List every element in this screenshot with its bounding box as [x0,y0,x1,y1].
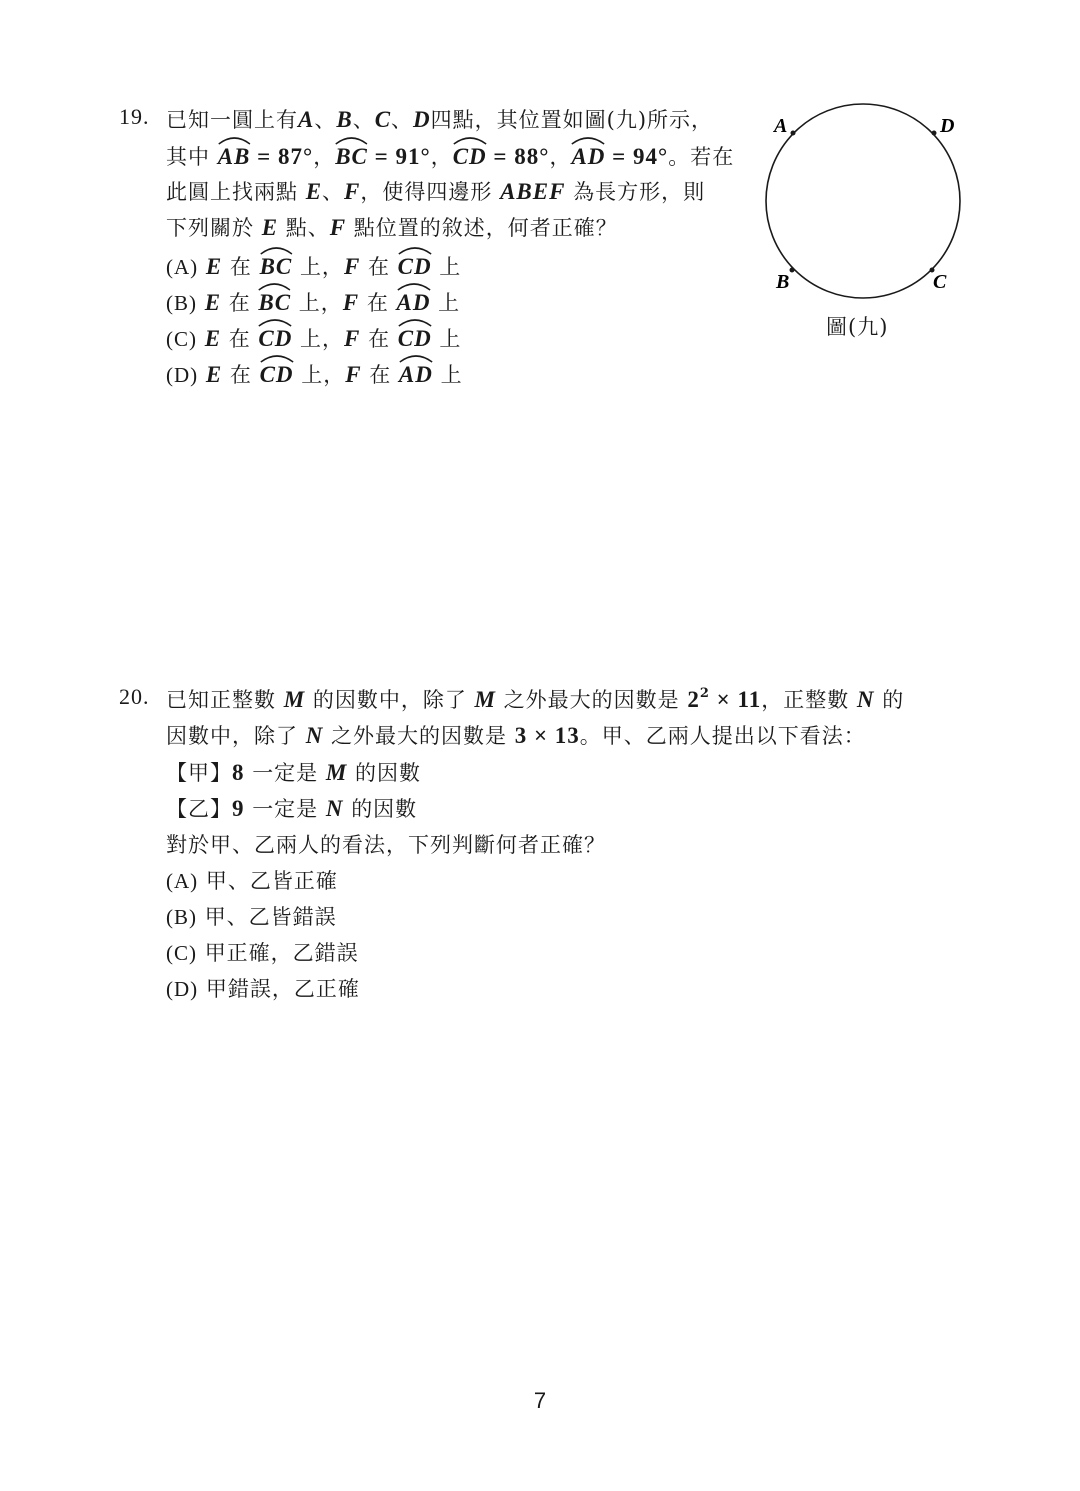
q19-line-4: 下列關於 E 點、F 點位置的敘述，何者正確？ [166,215,618,240]
q19-option-d[interactable]: (D) E 在 CD 上，F 在 AD 上 [166,356,463,389]
arc-label: BC [260,248,293,280]
point-b-label: B [776,271,790,293]
figure-circle [760,100,970,340]
point-b-dot [790,268,795,273]
q19-option-c[interactable]: (C) E 在 CD 上，F 在 CD 上 [166,320,461,353]
claim-jia: 【甲】8 一定是 M 的因數 [166,760,422,785]
arc-label: BC [258,284,291,316]
q19-option-a[interactable]: (A) E 在 BC 上，F 在 CD 上 [166,248,461,281]
arc-label: CD [398,320,432,352]
arc-label: AD [399,356,433,388]
point-d-label: D [940,115,955,137]
q20-option-d[interactable]: (D) 甲錯誤，乙正確 [166,977,360,1001]
question-number: 19. [119,104,150,129]
arc-label: AD [397,284,431,316]
q19-line-3: 此圓上找兩點 E、F，使得四邊形 ABEF 為長方形，則 [166,179,706,204]
arc-ad: AD [571,138,605,170]
q19-line-1: 已知一圓上有A、B、C、D四點，其位置如圖(九)所示， [166,107,714,132]
arc-label: CD [258,320,292,352]
page-number: 7 [533,1388,547,1413]
question-19 [119,104,759,394]
arc-cd: CD [453,138,487,170]
figure-caption: 圖(九) [826,315,889,339]
point-d-dot [932,131,937,136]
arc-bc: BC [335,138,368,170]
q20-line-2: 因數中，除了 N 之外最大的因數是 3 × 13。甲、乙兩人提出以下看法： [166,723,866,748]
q20-option-b[interactable]: (B) 甲、乙皆錯誤 [166,905,337,929]
question-20 [119,684,979,1004]
arc-label: CD [398,248,432,280]
q20-option-c[interactable]: (C) 甲正確，乙錯誤 [166,941,359,965]
point-a-label: A [774,115,788,137]
arc-ab: AB [218,138,251,170]
claim-yi: 【乙】9 一定是 N 的因數 [166,796,418,821]
point-c-label: C [933,271,947,293]
point-a-dot [791,131,796,136]
q20-prompt: 對於甲、乙兩人的看法，下列判斷何者正確？ [166,833,606,857]
question-number: 20. [119,684,150,709]
q19-line-2: 其中 AB = 87°， BC = 91°， CD = 88°， AD = 94°。若在 [166,138,734,171]
q20-option-a[interactable]: (A) 甲、乙皆正確 [166,869,338,893]
arc-label: CD [260,356,294,388]
q19-option-b[interactable]: (B) E 在 BC 上，F 在 AD 上 [166,284,460,317]
q20-line-1: 已知正整數 M 的因數中，除了 M 之外最大的因數是 $2^2 \times 11$，正整數 N 的 [166,686,905,712]
